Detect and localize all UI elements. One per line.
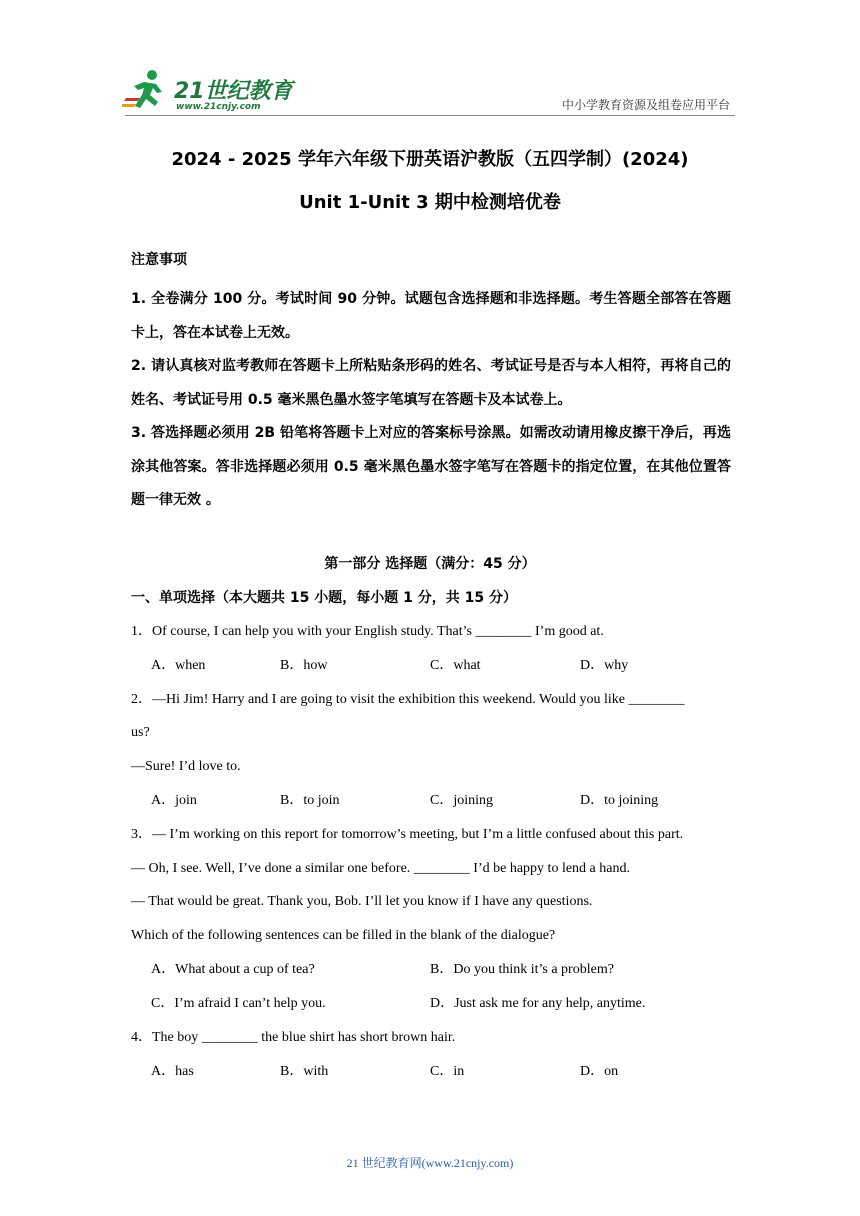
- question-3-line-4: Which of the following sentences can be filled in the blank of the dialogue?: [131, 928, 556, 943]
- exam-title: 2024 - 2025 学年六年级下册英语沪教版（五四学制）(2024): [171, 149, 689, 170]
- q4-option-d: D．on: [580, 1064, 619, 1079]
- question-3-stem: 3．— I’m working on this report for tomorrow’s meeting, but I’m a little confused about this part.: [131, 827, 684, 842]
- q3-option-b: B．Do you think it’s a problem?: [430, 962, 614, 977]
- logo-text: 21世纪教育: [174, 79, 293, 104]
- q2-option-b: B．to join: [280, 793, 340, 808]
- question-2-stem: 2．—Hi Jim! Harry and I are going to visit the exhibition this weekend. Would you like ________: [131, 692, 685, 707]
- page-header: [0, 0, 860, 120]
- q1-option-c: C．what: [430, 658, 481, 673]
- question-3-line-3: — That would be great. Thank you, Bob. I’ll let you know if I have any questions.: [131, 894, 593, 909]
- question-1-stem: 1．Of course, I can help you with your English study. That’s ________ I’m good at.: [131, 624, 604, 639]
- q1-option-d: D．why: [580, 658, 629, 673]
- logo: [122, 68, 292, 114]
- notes-heading: 注意事项: [131, 252, 187, 268]
- section-title: 第一部分 选择题（满分：45 分）: [324, 556, 536, 572]
- header-divider: [125, 115, 735, 116]
- q1-option-a: A．when: [151, 658, 206, 673]
- q2-option-d: D．to joining: [580, 793, 659, 808]
- question-3-line-2: — Oh, I see. Well, I’ve done a similar one before. ________ I’d be happy to lend a hand.: [131, 861, 630, 876]
- q4-option-b: B．with: [280, 1064, 329, 1079]
- part-title: 一、单项选择（本大题共 15 小题，每小题 1 分，共 15 分）: [131, 590, 517, 606]
- note-item-2: 2. 请认真核对监考教师在答题卡上所粘贴条形码的姓名、考试证号是否与本人相符，再将自己的姓名、考试证号用 0.5 毫米黑色墨水签字笔填写在答题卡及本试卷上。: [131, 358, 731, 408]
- q2-option-c: C．joining: [430, 793, 494, 808]
- q3-option-a: A．What about a cup of tea?: [151, 962, 315, 977]
- q1-option-b: B．how: [280, 658, 328, 673]
- logo-url: www.21cnjy.com: [176, 102, 261, 112]
- runner-logo-icon: [122, 68, 174, 112]
- note-item-1: 1. 全卷满分 100 分。考试时间 90 分钟。试题包含选择题和非选择题。考生答题全部答在答题卡上，答在本试卷上无效。: [131, 291, 731, 341]
- note-item-3: 3. 答选择题必须用 2B 铅笔将答题卡上对应的答案标号涂黑。如需改动请用橡皮擦干净后，再选涂其他答案。答非选择题必须用 0.5 毫米黑色墨水签字笔写在答题卡的指定位置，在其他位置答题一律无效 。: [131, 425, 731, 508]
- question-2-stem-cont: us?: [131, 725, 150, 740]
- exam-subtitle: Unit 1-Unit 3 期中检测培优卷: [299, 192, 561, 213]
- q4-option-c: C．in: [430, 1064, 465, 1079]
- q2-option-a: A．join: [151, 793, 197, 808]
- page-footer: 21 世纪教育网(www.21cnjy.com): [346, 1156, 514, 1170]
- q3-option-c: C．I’m afraid I can’t help you.: [151, 996, 326, 1011]
- question-4-stem: 4．The boy ________ the blue shirt has short brown hair.: [131, 1030, 456, 1045]
- exam-notes: [131, 250, 731, 518]
- q3-option-d: D．Just ask me for any help, anytime.: [430, 996, 646, 1011]
- q4-option-a: A．has: [151, 1064, 194, 1079]
- header-platform-text: 中小学教育资源及组卷应用平台: [561, 98, 730, 112]
- question-2-reply: —Sure! I’d love to.: [131, 759, 241, 774]
